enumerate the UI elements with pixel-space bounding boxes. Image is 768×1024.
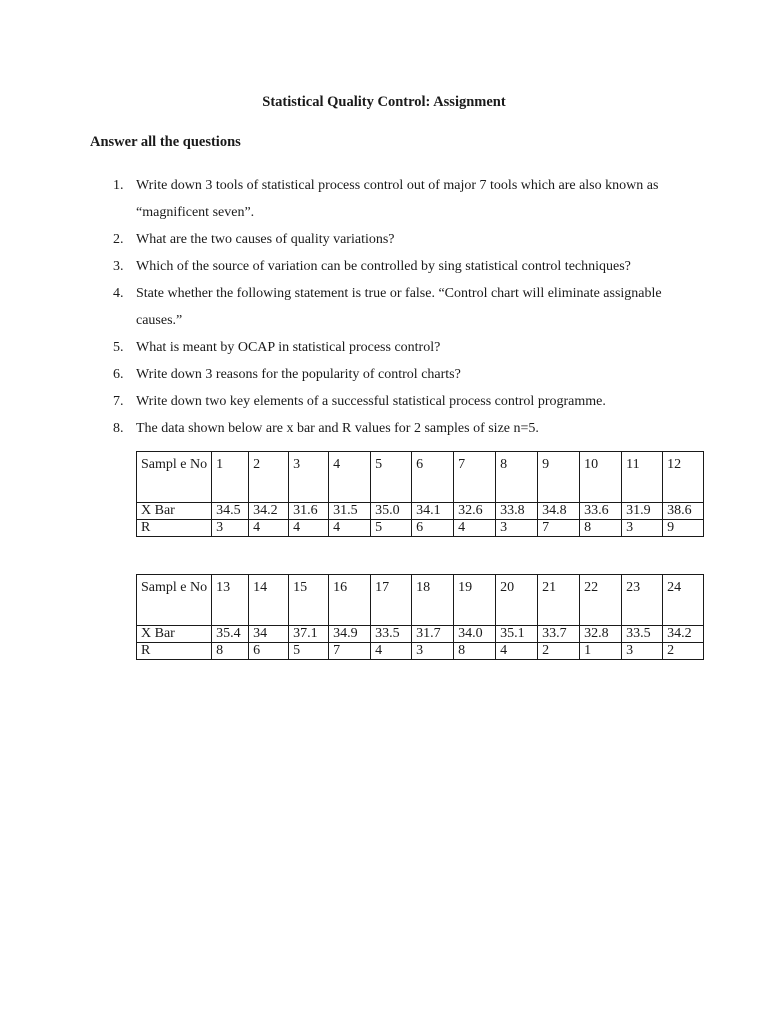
xbar-value-cell: 33.5 [371,626,412,643]
sample-number-cell [329,575,371,626]
sample-number-cell-text: 20 [500,580,515,595]
sample-number-cell [371,575,412,626]
r-value-cell: 7 [329,643,371,660]
question-item [0,172,696,226]
question-number: 4. [113,286,124,301]
sample-number-cell-text: 18 [416,580,431,595]
question-list [0,172,696,442]
xbar-value-cell: 31.7 [412,626,454,643]
sample-number-cell [538,452,580,503]
xbar-value-cell: 34.2 [249,503,289,520]
question-number: 5. [113,340,124,355]
table-row [137,520,704,537]
xbar-label: X Bar [137,626,212,643]
question-number: 1. [113,178,124,193]
sample-number-cell-text: 24 [667,580,682,595]
sample-number-cell-text: 11 [626,457,640,472]
r-value-cell: 1 [580,643,622,660]
sample-number-cell [249,575,289,626]
sample-number-cell [289,452,329,503]
r-value-cell: 3 [212,520,249,537]
r-value-cell: 3 [496,520,538,537]
r-value-cell: 4 [371,643,412,660]
r-value-cell: 3 [622,643,663,660]
r-value-cell: 4 [329,520,371,537]
question-item [0,334,696,361]
sample-number-cell [580,452,622,503]
question-text: Write down 3 reasons for the popularity of control charts? [136,367,461,382]
sample-number-cell [371,452,412,503]
sample-data-table-1 [136,451,704,537]
sample-number-cell-text: 15 [293,580,308,595]
xbar-value-cell: 35.0 [371,503,412,520]
sample-number-cell [454,452,496,503]
sample-number-cell [580,575,622,626]
question-number: 2. [113,232,124,247]
sample-number-cell [212,575,249,626]
sample-number-cell-text: 19 [458,580,473,595]
r-value-cell: 9 [663,520,704,537]
r-value-cell: 6 [249,643,289,660]
xbar-value-cell: 31.6 [289,503,329,520]
sample-data-table-2 [136,574,704,660]
sample-number-cell [496,452,538,503]
xbar-label: X Bar [137,503,212,520]
sample-number-cell [663,575,704,626]
r-value-cell: 5 [371,520,412,537]
sample-number-cell-text: 14 [253,580,268,595]
question-item [0,415,696,442]
xbar-value-cell: 34.2 [663,626,704,643]
question-number: 8. [113,421,124,436]
sample-number-cell-text: 7 [458,457,466,472]
sample-number-cell [622,575,663,626]
xbar-value-cell: 34.9 [329,626,371,643]
question-text: Write down 3 tools of statistical process control out of major 7 tools which are also known as “magnificent seven”. [136,178,659,220]
sample-number-cell-text: 23 [626,580,641,595]
r-value-cell: 4 [496,643,538,660]
sample-number-cell-text: 12 [667,457,682,472]
r-value-cell: 5 [289,643,329,660]
sample-number-cell-text: 5 [375,457,383,472]
question-item [0,226,696,253]
sample-number-cell-text: 16 [333,580,348,595]
sample-number-cell-text: 17 [375,580,390,595]
sample-number-cell-text: 9 [542,457,550,472]
r-value-cell: 3 [622,520,663,537]
sample-number-cell [289,575,329,626]
question-text: What are the two causes of quality variations? [136,232,395,247]
sample-number-cell [249,452,289,503]
question-number: 7. [113,394,124,409]
table-header-row [137,575,704,626]
sample-number-cell [622,452,663,503]
r-value-cell: 3 [412,643,454,660]
table-row [137,643,704,660]
xbar-value-cell: 33.7 [538,626,580,643]
question-number: 6. [113,367,124,382]
sample-no-label-text: Sampl e No [141,457,208,472]
sample-no-label [137,575,212,626]
question-text: What is meant by OCAP in statistical process control? [136,340,441,355]
xbar-value-cell: 34.0 [454,626,496,643]
xbar-value-cell: 38.6 [663,503,704,520]
xbar-value-cell: 35.4 [212,626,249,643]
xbar-value-cell: 37.1 [289,626,329,643]
sample-number-cell-text: 13 [216,580,231,595]
sample-number-cell [538,575,580,626]
xbar-value-cell: 33.6 [580,503,622,520]
sample-number-cell-text: 21 [542,580,557,595]
xbar-value-cell: 33.5 [622,626,663,643]
r-value-cell: 4 [289,520,329,537]
xbar-value-cell: 31.5 [329,503,371,520]
r-value-cell: 4 [249,520,289,537]
table-row [137,626,704,643]
xbar-value-cell: 33.8 [496,503,538,520]
sample-number-cell-text: 2 [253,457,261,472]
sample-no-label-text: Sampl e No [141,580,208,595]
r-value-cell: 8 [580,520,622,537]
question-item [0,253,696,280]
sample-number-cell [412,452,454,503]
r-value-cell: 2 [663,643,704,660]
table-row [137,503,704,520]
xbar-value-cell: 34.8 [538,503,580,520]
sample-number-cell-text: 3 [293,457,301,472]
question-text: The data shown below are x bar and R values for 2 samples of size n=5. [136,421,539,436]
xbar-value-cell: 35.1 [496,626,538,643]
r-value-cell: 2 [538,643,580,660]
xbar-value-cell: 31.9 [622,503,663,520]
xbar-value-cell: 32.6 [454,503,496,520]
sample-number-cell-text: 8 [500,457,508,472]
r-label: R [137,643,212,660]
sample-number-cell-text: 1 [216,457,224,472]
sample-number-cell-text: 22 [584,580,599,595]
page-title: Statistical Quality Control: Assignment [262,94,506,110]
question-text: State whether the following statement is true or false. “Control chart will eliminate assignable causes.” [136,286,662,328]
question-item [0,388,696,415]
r-value-cell: 4 [454,520,496,537]
xbar-value-cell: 34 [249,626,289,643]
r-value-cell: 8 [454,643,496,660]
question-item [0,280,696,334]
sample-number-cell [454,575,496,626]
sample-number-cell-text: 6 [416,457,424,472]
sample-number-cell [663,452,704,503]
xbar-value-cell: 34.1 [412,503,454,520]
sample-number-cell-text: 4 [333,457,341,472]
sample-number-cell [496,575,538,626]
table-header-row [137,452,704,503]
instruction-heading: Answer all the questions [90,134,241,150]
question-item [0,361,696,388]
sample-number-cell [412,575,454,626]
question-text: Write down two key elements of a successful statistical process control programme. [136,394,606,409]
xbar-value-cell: 34.5 [212,503,249,520]
sample-number-cell-text: 10 [584,457,599,472]
sample-no-label [137,452,212,503]
question-text: Which of the source of variation can be controlled by sing statistical control techniques? [136,259,631,274]
r-label: R [137,520,212,537]
sample-number-cell [212,452,249,503]
r-value-cell: 8 [212,643,249,660]
question-number: 3. [113,259,124,274]
sample-number-cell [329,452,371,503]
r-value-cell: 6 [412,520,454,537]
r-value-cell: 7 [538,520,580,537]
xbar-value-cell: 32.8 [580,626,622,643]
